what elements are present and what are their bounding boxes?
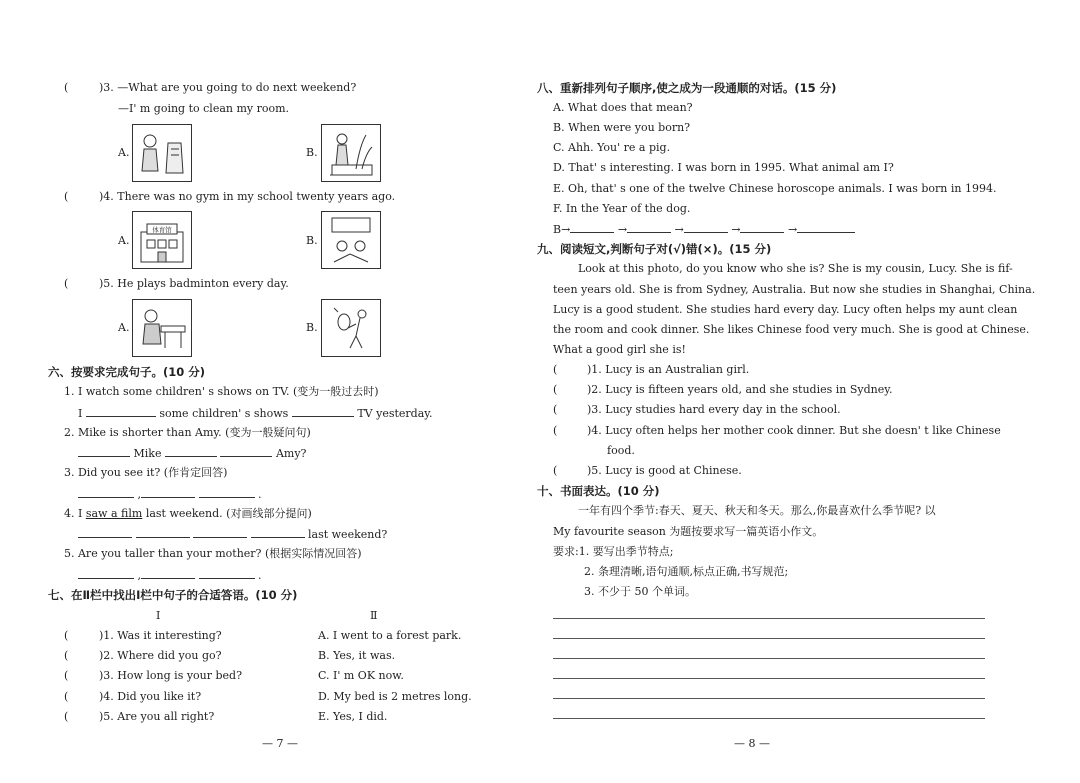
paren: ( [64, 669, 69, 682]
paren: ( [64, 629, 69, 642]
paren: ( [64, 190, 69, 203]
writing-line[interactable] [553, 678, 985, 679]
section-7-title: 七、在Ⅱ栏中找出Ⅰ栏中句子的合适答语。(10 分) [48, 588, 298, 602]
passage-line: What a good girl she is! [553, 343, 686, 356]
picture-watering-flowers [321, 124, 381, 182]
passage-line: the room and cook dinner. She likes Chinese food very much. She is good at Chinese. [553, 323, 1030, 336]
answer-line-2: Mike Amy? [78, 446, 306, 461]
match-question: )4. Did you like it? [99, 690, 202, 703]
match-answer: A. I went to a forest park. [318, 629, 462, 642]
paren: ( [553, 383, 558, 396]
dialog-line: A. What does that mean? [553, 101, 693, 114]
passage-line: Lucy is a good student. She studies hard every day. Lucy often helps my aunt clean [553, 303, 1018, 316]
paren: ( [64, 81, 69, 94]
match-answer: D. My bed is 2 metres long. [318, 690, 472, 703]
answer-line-5: , . [78, 568, 262, 583]
dialog-line: E. Oh, that' s one of the twelve Chinese horoscope animals. I was born in 1994. [553, 182, 997, 195]
picture-gym-building [132, 211, 192, 269]
paren: ( [553, 403, 558, 416]
sentence-1: 1. I watch some children' s shows on TV. (变为一般过去时) [64, 385, 379, 398]
writing-requirement: 要求:1. 要写出季节特点; [553, 545, 674, 558]
question-4: )4. There was no gym in my school twenty years ago. [99, 190, 396, 203]
question-3-reply: —I' m going to clean my room. [118, 102, 290, 115]
match-answer: E. Yes, I did. [318, 710, 388, 723]
judge-item: )4. Lucy often helps her mother cook dinner. But she doesn' t like Chinese [587, 424, 1001, 437]
match-question: )3. How long is your bed? [99, 669, 242, 682]
paren: ( [553, 464, 558, 477]
page-number-right: — 8 — [734, 737, 770, 750]
sentence-2: 2. Mike is shorter than Amy. (变为一般疑问句) [64, 426, 311, 439]
judge-item-continued: food. [607, 444, 635, 457]
dialog-line: D. That' s interesting. I was born in 1995. What animal am I? [553, 161, 894, 174]
writing-prompt: My favourite season 为题按要求写一篇英语小作文。 [553, 525, 824, 538]
judge-item: )2. Lucy is fifteen years old, and she studies in Sydney. [587, 383, 893, 396]
match-answer: C. I' m OK now. [318, 669, 404, 682]
paren: ( [64, 649, 69, 662]
sentence-5: 5. Are you taller than your mother? (根据实际情况回答) [64, 547, 362, 560]
column-2-header: Ⅱ [370, 609, 378, 622]
dialog-line: F. In the Year of the dog. [553, 202, 691, 215]
picture-classroom [321, 211, 381, 269]
section-10-title: 十、书面表达。(10 分) [537, 484, 660, 498]
sentence-4: 4. I saw a film last weekend. (对画线部分提问) [64, 507, 312, 520]
page-number-left: — 7 — [262, 737, 298, 750]
section-6-title: 六、按要求完成句子。(10 分) [48, 365, 206, 379]
paren: ( [64, 277, 69, 290]
option-a-label: A. [118, 234, 130, 247]
writing-line[interactable] [553, 698, 985, 699]
writing-requirement: 2. 条理清晰,语句通顺,标点正确,书写规范; [584, 565, 789, 578]
match-answer: B. Yes, it was. [318, 649, 396, 662]
writing-line[interactable] [553, 658, 985, 659]
section-9-title: 九、阅读短文,判断句子对(√)错(×)。(15 分) [537, 242, 772, 256]
match-question: )2. Where did you go? [99, 649, 222, 662]
gym-sign: 体育馆 [152, 226, 172, 234]
option-a-label: A. [118, 146, 130, 159]
column-1-header: Ⅰ [156, 609, 161, 622]
paren: ( [553, 363, 558, 376]
question-5: )5. He plays badminton every day. [99, 277, 289, 290]
passage-line: Look at this photo, do you know who she is? She is my cousin, Lucy. She is fif- [578, 262, 1013, 275]
writing-prompt: 一年有四个季节:春天、夏天、秋天和冬天。那么,你最喜欢什么季节呢? 以 [578, 504, 936, 517]
answer-line-3: , . [78, 487, 262, 502]
judge-item: )3. Lucy studies hard every day in the school. [587, 403, 841, 416]
paren: ( [64, 690, 69, 703]
writing-line[interactable] [553, 618, 985, 619]
picture-badminton [321, 299, 381, 357]
option-b-label: B. [306, 146, 318, 159]
judge-item: )5. Lucy is good at Chinese. [587, 464, 742, 477]
match-question: )5. Are you all right? [99, 710, 215, 723]
match-question: )1. Was it interesting? [99, 629, 222, 642]
option-b-label: B. [306, 321, 318, 334]
dialog-line: B. When were you born? [553, 121, 691, 134]
answer-line-4: last weekend? [78, 527, 387, 542]
writing-line[interactable] [553, 638, 985, 639]
option-a-label: A. [118, 321, 130, 334]
question-3: )3. —What are you going to do next weekend? [99, 81, 357, 94]
section-8-title: 八、重新排列句子顺序,使之成为一段通顺的对话。(15 分) [537, 81, 837, 95]
picture-cleaning-room [132, 124, 192, 182]
option-b-label: B. [306, 234, 318, 247]
answer-line-1: I some children' s shows TV yesterday. [78, 407, 433, 420]
paren: ( [64, 710, 69, 723]
sentence-3: 3. Did you see it? (作肯定回答) [64, 466, 228, 479]
passage-line: teen years old. She is from Sydney, Australia. But now she studies in Shanghai, China. [553, 283, 1036, 296]
writing-line[interactable] [553, 718, 985, 719]
picture-ping-pong [132, 299, 192, 357]
writing-requirement: 3. 不少于 50 个单词。 [584, 585, 696, 598]
dialog-line: C. Ahh. You' re a pig. [553, 141, 671, 154]
paren: ( [553, 424, 558, 437]
judge-item: )1. Lucy is an Australian girl. [587, 363, 750, 376]
order-answer-line: B→ → → → → [553, 222, 855, 237]
